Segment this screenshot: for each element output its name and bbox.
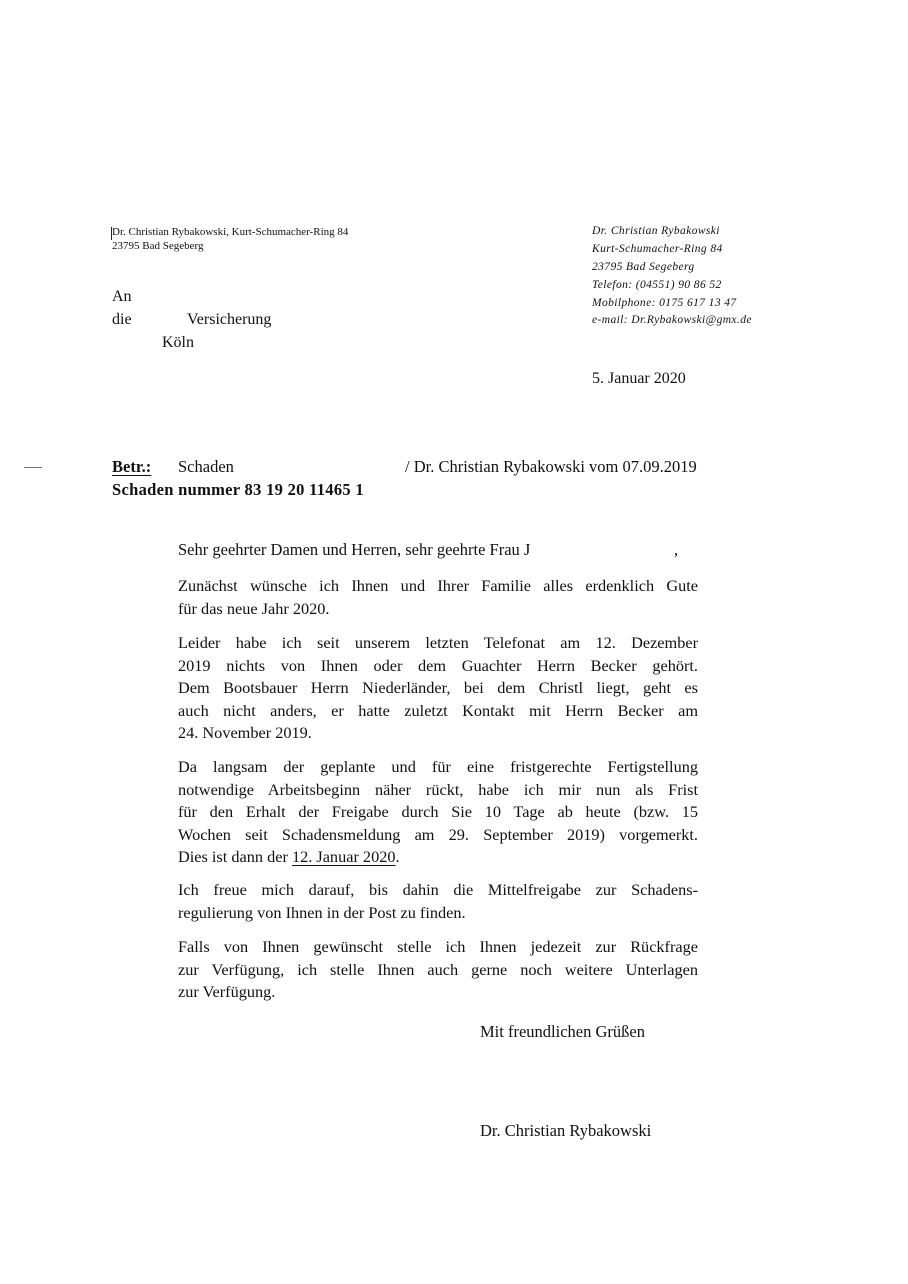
sender-email: e-mail: Dr.Rybakowski@gmx.de bbox=[592, 314, 752, 326]
paragraph-line: für den Erhalt der Freigabe durch Sie 10 Tage ab heute (bzw. 15 bbox=[178, 802, 698, 822]
fold-mark bbox=[24, 467, 42, 468]
claim-number: Schaden nummer 83 19 20 11465 1 bbox=[112, 480, 364, 499]
paragraph-line: für das neue Jahr 2020. bbox=[178, 598, 330, 618]
sender-city: 23795 Bad Segeberg bbox=[592, 261, 695, 273]
paragraph-line: notwendige Arbeitsbeginn näher rückt, habe ich mir nun als Frist bbox=[178, 779, 698, 799]
paragraph-line: zur Verfügung, ich stelle Ihnen auch gerne noch weitere Unterlagen bbox=[178, 959, 698, 979]
paragraph-line: Falls von Ihnen gewünscht stelle ich Ihnen jedezeit zur Rückfrage bbox=[178, 937, 698, 956]
paragraph-5 bbox=[178, 936, 698, 1004]
paragraph-3 bbox=[178, 756, 698, 869]
paragraph-2 bbox=[178, 632, 698, 745]
recipient-line2-b: Versicherung bbox=[187, 311, 272, 328]
sender-phone: Telefon: (04551) 90 86 52 bbox=[592, 279, 722, 291]
subject-label: Betr.: bbox=[112, 457, 152, 476]
signature-name: Dr. Christian Rybakowski bbox=[480, 1121, 652, 1140]
sender-mobile: Mobilphone: 0175 617 13 47 bbox=[592, 297, 737, 309]
subject-text-b: / Dr. Christian Rybakowski vom 07.09.2019 bbox=[405, 457, 697, 476]
recipient-line3: Köln bbox=[162, 334, 194, 351]
salutation-a: Sehr geehrter Damen und Herren, sehr geehrte Frau J bbox=[178, 540, 531, 559]
sender-name: Dr. Christian Rybakowski bbox=[592, 225, 720, 237]
paragraph-line: zur Verfügung. bbox=[178, 982, 276, 1002]
paragraph-line: Ich freue mich darauf, bis dahin die Mittelfreigabe zur Schadens- bbox=[178, 880, 698, 899]
recipient-line2-a: die bbox=[112, 311, 132, 328]
deadline-date: 12. Januar 2020 bbox=[291, 847, 396, 867]
paragraph-line-last: Dies ist dann der 12. Januar 2020. bbox=[178, 847, 400, 867]
paragraph-line: 2019 nichts von Ihnen oder dem Guachter Herrn Becker gehört. bbox=[178, 655, 698, 675]
paragraph-4 bbox=[178, 879, 698, 924]
letter-date: 5. Januar 2020 bbox=[592, 370, 686, 387]
paragraph-line: Leider habe ich seit unserem letzten Telefonat am 12. Dezember bbox=[178, 633, 698, 652]
sender-street: Kurt-Schumacher-Ring 84 bbox=[592, 243, 723, 255]
closing-greeting: Mit freundlichen Grüßen bbox=[480, 1022, 645, 1041]
return-address-line1: Dr. Christian Rybakowski, Kurt-Schumacher-Ring 84 bbox=[112, 226, 349, 238]
paragraph-1 bbox=[178, 575, 698, 620]
subject-text-a: Schaden bbox=[178, 457, 234, 476]
paragraph-line: 24. November 2019. bbox=[178, 723, 312, 743]
paragraph-line: Wochen seit Schadensmeldung am 29. September 2019) vorgemerkt. bbox=[178, 824, 698, 844]
salutation-b: , bbox=[674, 540, 679, 559]
paragraph-line: auch nicht anders, er hatte zuletzt Kontakt mit Herrn Becker am bbox=[178, 700, 698, 720]
return-address-line2: 23795 Bad Segeberg bbox=[112, 240, 204, 252]
paragraph-line: Zunächst wünsche ich Ihnen und Ihrer Familie alles erdenklich Gute bbox=[178, 576, 698, 595]
paragraph-line: Da langsam der geplante und für eine fristgerechte Fertigstellung bbox=[178, 757, 698, 776]
paragraph-line: Dem Bootsbauer Herrn Niederländer, bei dem Christl liegt, geht es bbox=[178, 678, 698, 698]
recipient-line1: An bbox=[112, 288, 132, 305]
paragraph-line: regulierung von Ihnen in der Post zu finden. bbox=[178, 902, 466, 922]
